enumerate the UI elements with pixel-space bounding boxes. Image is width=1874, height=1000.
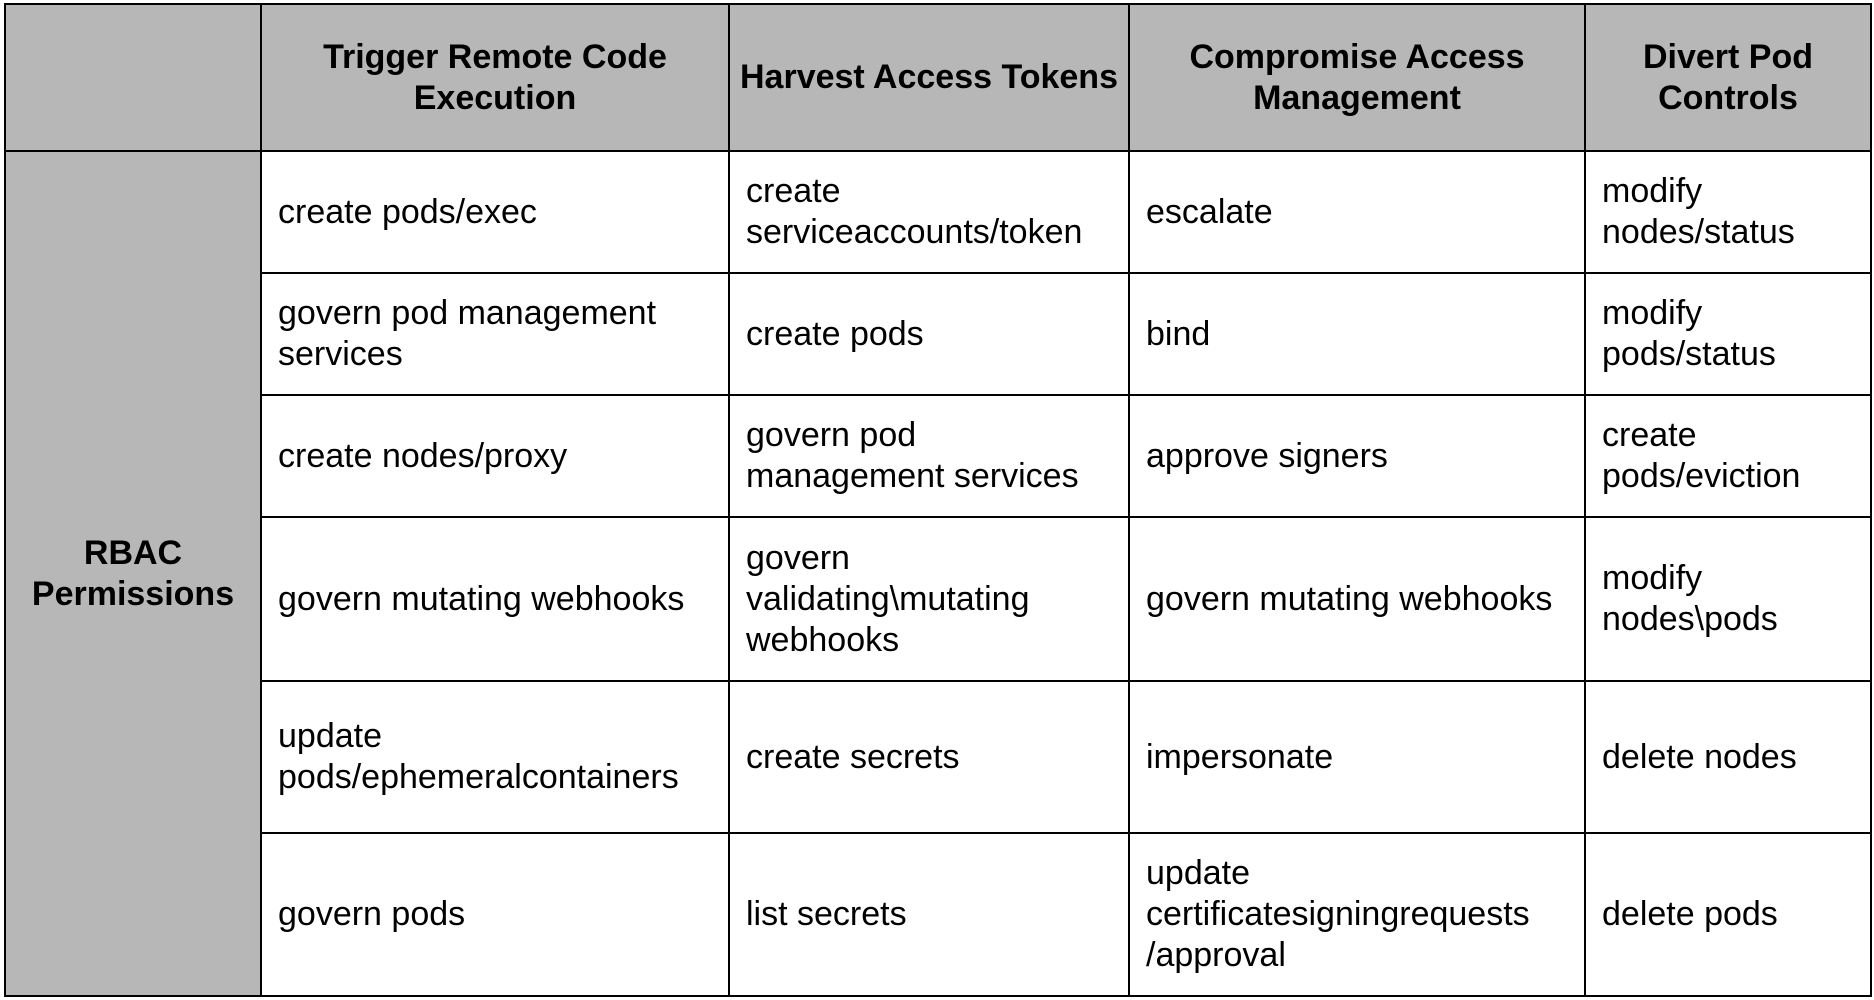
table-cell: update pods/ephemeralcontainers: [261, 681, 729, 833]
table-cell: modify nodes\pods: [1585, 517, 1871, 681]
table-cell: update certificatesigningrequests /approval: [1129, 833, 1585, 996]
table-cell: impersonate: [1129, 681, 1585, 833]
table-cell: create secrets: [729, 681, 1129, 833]
table-cell: modify pods/status: [1585, 273, 1871, 395]
table-cell: create pods: [729, 273, 1129, 395]
table-cell: bind: [1129, 273, 1585, 395]
table-cell: create nodes/proxy: [261, 395, 729, 517]
table-corner-cell: [5, 4, 261, 151]
table-cell: govern pods: [261, 833, 729, 996]
row-header-rbac-permissions: RBAC Permissions: [5, 151, 261, 996]
table-row: [5, 395, 1871, 517]
table-cell: govern validating\mutating webhooks: [729, 517, 1129, 681]
table-cell: create pods/exec: [261, 151, 729, 273]
table-cell: escalate: [1129, 151, 1585, 273]
table-row: [5, 833, 1871, 996]
table-cell: delete pods: [1585, 833, 1871, 996]
table-cell: govern mutating webhooks: [261, 517, 729, 681]
table-cell: govern mutating webhooks: [1129, 517, 1585, 681]
table-cell: govern pod management services: [729, 395, 1129, 517]
table-row: [5, 681, 1871, 833]
column-header-harvest-access-tokens: Harvest Access Tokens: [729, 4, 1129, 151]
table-cell: approve signers: [1129, 395, 1585, 517]
rbac-table-container: [4, 3, 1872, 997]
table-cell: create serviceaccounts/token: [729, 151, 1129, 273]
table-cell: govern pod management services: [261, 273, 729, 395]
table-cell: delete nodes: [1585, 681, 1871, 833]
table-row: [5, 273, 1871, 395]
table-cell: modify nodes/status: [1585, 151, 1871, 273]
column-header-compromise-access-management: Compromise Access Management: [1129, 4, 1585, 151]
rbac-permissions-table: [4, 3, 1872, 997]
table-row: [5, 517, 1871, 681]
column-header-trigger-remote-code-execution: Trigger Remote Code Execution: [261, 4, 729, 151]
column-header-divert-pod-controls: Divert Pod Controls: [1585, 4, 1871, 151]
table-row: [5, 151, 1871, 273]
table-cell: create pods/eviction: [1585, 395, 1871, 517]
table-header-row: [5, 4, 1871, 151]
table-cell: list secrets: [729, 833, 1129, 996]
